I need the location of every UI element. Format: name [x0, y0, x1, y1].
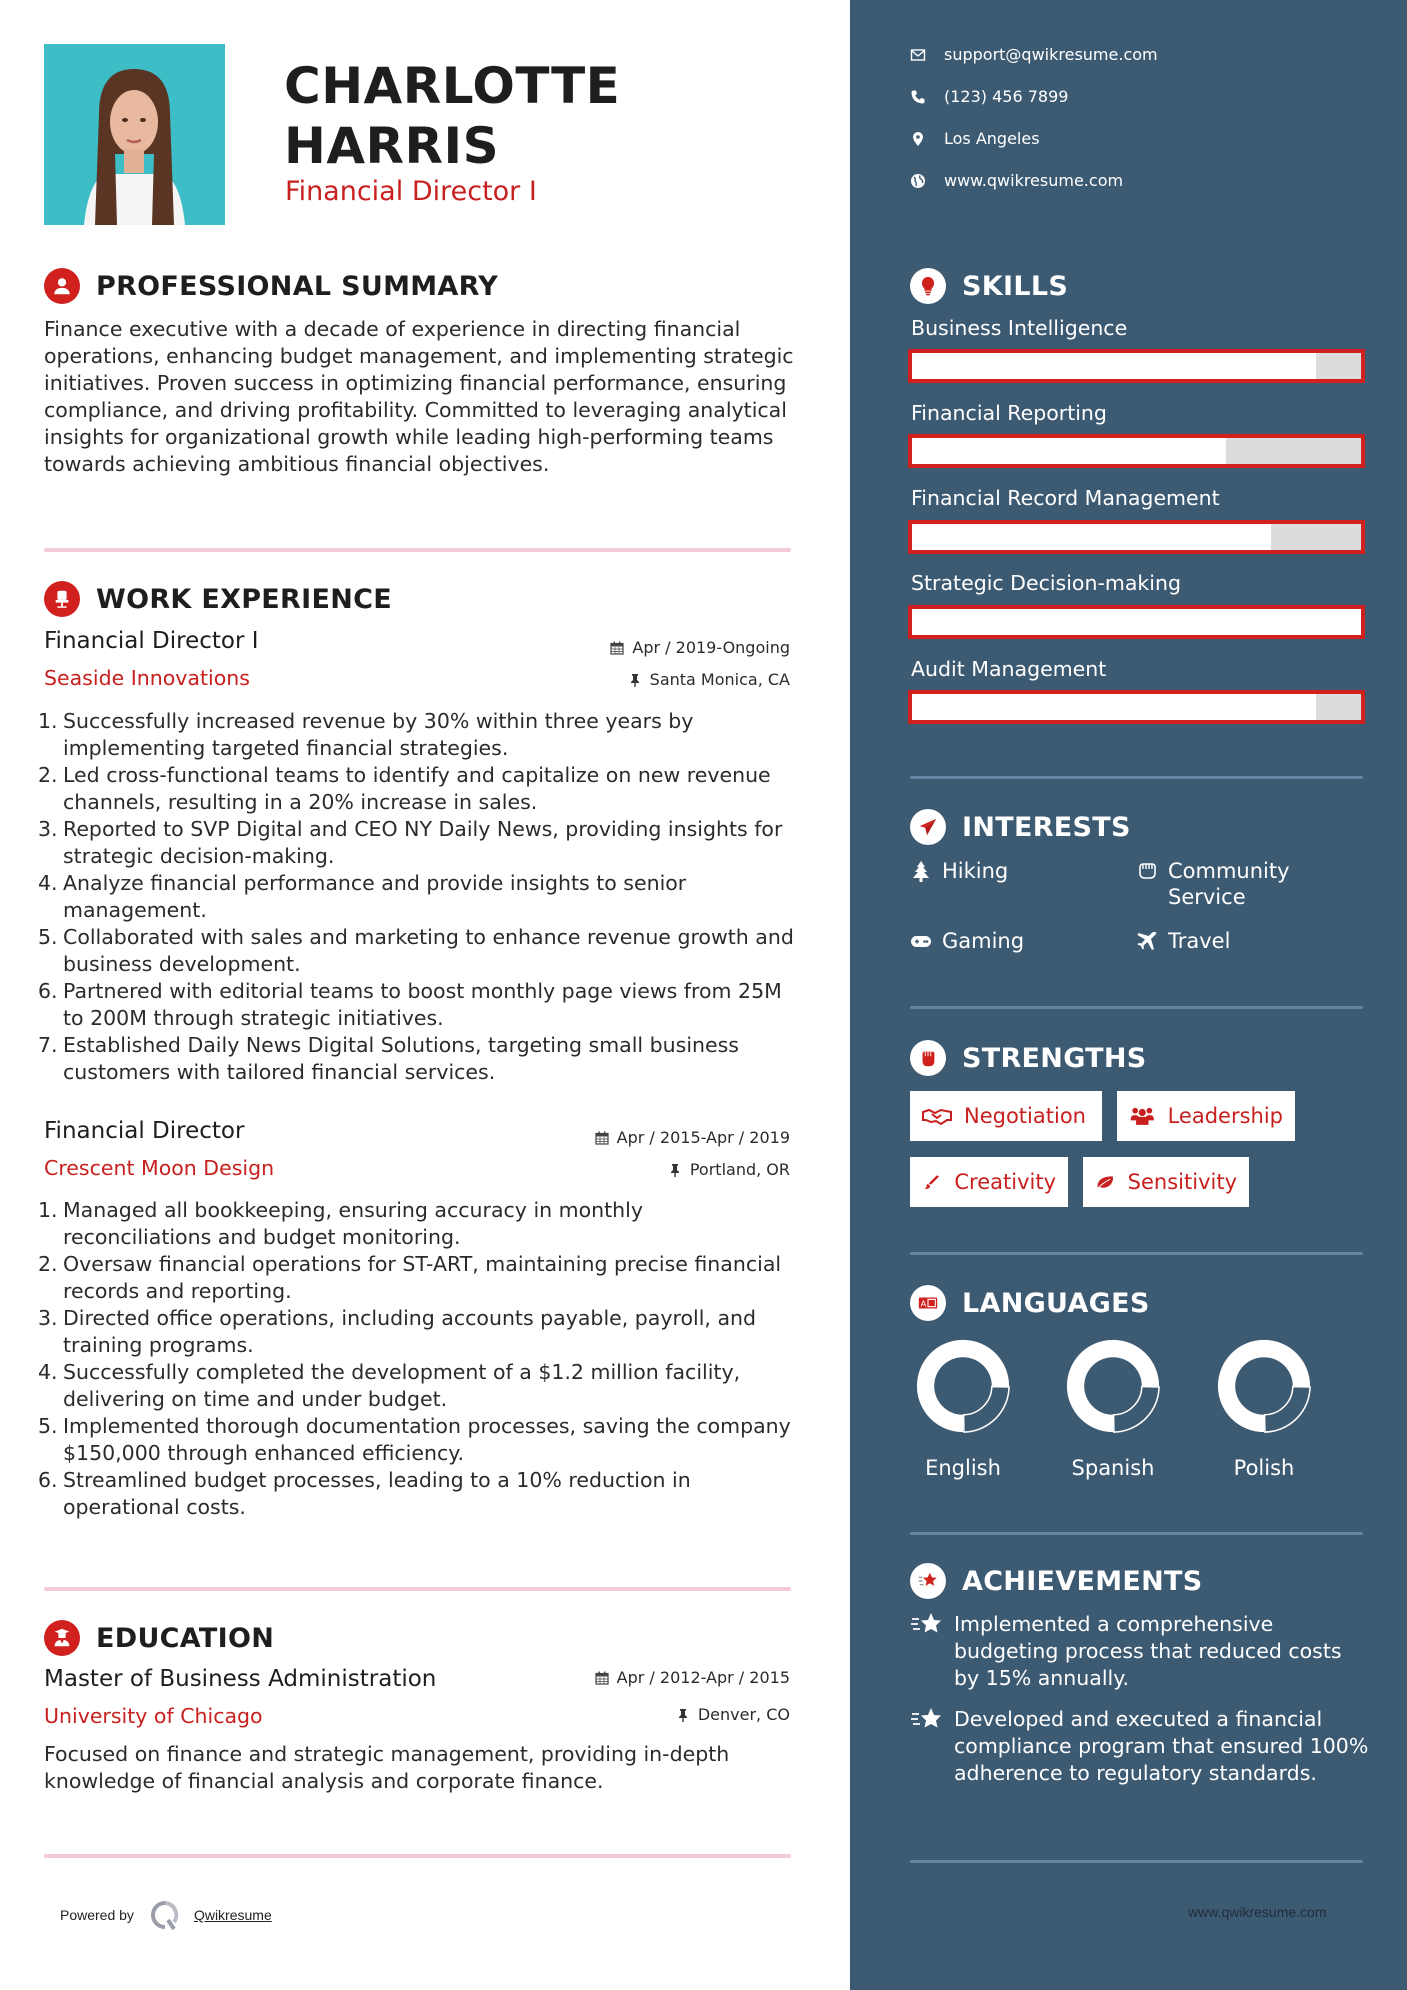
handshake-icon — [922, 1105, 952, 1127]
avatar-illustration — [44, 44, 225, 225]
skill-label: Strategic Decision-making — [911, 571, 1181, 595]
paper-plane-icon — [910, 809, 946, 845]
skill-label: Financial Reporting — [911, 401, 1107, 425]
skill-bar-fill — [912, 353, 1316, 379]
graduate-icon — [44, 1620, 80, 1656]
list-item: Successfully completed the development of a $1.2 million facility, delivering on time and under budget. — [63, 1360, 741, 1411]
section-divider — [44, 1854, 791, 1858]
skill-label: Financial Record Management — [911, 486, 1220, 510]
leaf-icon — [1095, 1171, 1116, 1193]
language-donut — [1216, 1338, 1312, 1434]
degree-title: Master of Business Administration — [44, 1666, 437, 1692]
education-heading — [44, 1620, 274, 1656]
list-item: Oversaw financial operations for ST-ART, maintaining precise financial records and reporting. — [63, 1252, 782, 1303]
skill-bar-fill — [912, 609, 1361, 635]
gamepad-icon — [910, 930, 932, 952]
achievement-item: Developed and executed a financial compliance program that ensured 100% adherence to regulatory standards. — [910, 1706, 1370, 1787]
skill-bar — [908, 690, 1365, 724]
powered-by: Powered by Qwikresume — [60, 1900, 272, 1930]
job-dates: Apr / 2015-Apr / 2019 — [595, 1128, 790, 1147]
interest-gaming: Gaming — [910, 928, 1024, 954]
job-location: Santa Monica, CA — [628, 670, 790, 689]
list-item: Analyze financial performance and provide insights to senior management. — [63, 871, 687, 922]
skills-heading — [910, 268, 1068, 304]
language-donut — [915, 1338, 1011, 1434]
fist-icon — [1136, 860, 1158, 882]
skill-bar-fill — [912, 694, 1316, 720]
strength-creativity: Creativity — [910, 1157, 1068, 1207]
skill-bar — [908, 349, 1365, 383]
thumbtack-icon — [628, 673, 642, 687]
section-title: LANGUAGES — [962, 1287, 1150, 1319]
skill-bar-fill — [912, 438, 1226, 464]
interests-heading — [910, 809, 1131, 845]
qwikresume-logo-icon — [150, 1900, 180, 1930]
list-item: Led cross-functional teams to identify and capitalize on new revenue channels, resulting in a 20% increase in sales. — [63, 763, 771, 814]
name-last: HARRIS — [284, 117, 500, 175]
language-donut — [1065, 1338, 1161, 1434]
tree-icon — [910, 860, 932, 882]
thumbtack-icon — [676, 1708, 690, 1722]
map-marker-icon — [910, 131, 926, 147]
job-location: Portland, OR — [668, 1160, 790, 1179]
phone-icon — [910, 89, 926, 105]
section-divider — [910, 1532, 1363, 1535]
job-bullets — [44, 1197, 794, 1521]
section-divider — [44, 548, 791, 552]
list-item: Managed all bookkeeping, ensuring accuracy in monthly reconciliations and budget monitoring. — [63, 1198, 644, 1249]
strength-negotiation: Negotiation — [910, 1091, 1102, 1141]
interest-hiking: Hiking — [910, 858, 1008, 884]
education-dates: Apr / 2012-Apr / 2015 — [595, 1668, 790, 1687]
envelope-icon — [910, 47, 926, 63]
strengths-heading — [910, 1040, 1147, 1076]
company-name: Crescent Moon Design — [44, 1156, 275, 1180]
globe-icon — [910, 173, 926, 189]
paintbrush-icon — [922, 1171, 942, 1193]
users-icon — [1129, 1105, 1156, 1127]
strength-sensitivity: Sensitivity — [1083, 1157, 1249, 1207]
company-name: Seaside Innovations — [44, 666, 250, 690]
list-item: Successfully increased revenue by 30% within three years by implementing targeted financial strategies. — [63, 709, 694, 760]
skill-label: Business Intelligence — [911, 316, 1128, 340]
strength-leadership: Leadership — [1117, 1091, 1295, 1141]
skill-bar — [908, 605, 1365, 639]
calendar-icon — [610, 641, 624, 655]
profile-photo — [44, 44, 225, 225]
shooting-star-icon — [910, 1706, 944, 1734]
contact-location: Los Angeles — [910, 129, 1040, 148]
language-polish: Polish — [1204, 1338, 1324, 1480]
section-title: EDUCATION — [96, 1622, 275, 1654]
footer-website-link[interactable]: www.qwikresume.com — [1188, 1904, 1327, 1920]
section-title: ACHIEVEMENTS — [962, 1565, 1203, 1597]
education-description: Focused on finance and strategic management, providing in-depth knowledge of financial analysis and corporate finance. — [44, 1742, 730, 1793]
section-divider — [910, 1252, 1363, 1255]
list-item: Directed office operations, including accounts payable, payroll, and training programs. — [63, 1306, 757, 1357]
language-english: English — [903, 1338, 1023, 1480]
section-title: PROFESSIONAL SUMMARY — [96, 270, 499, 302]
lightbulb-icon — [910, 268, 946, 304]
contact-phone[interactable]: (123) 456 7899 — [910, 87, 1068, 106]
office-chair-icon — [44, 581, 80, 617]
job-title: Financial Director — [44, 1118, 245, 1144]
job-bullets — [44, 708, 794, 1086]
thumbtack-icon — [668, 1163, 682, 1177]
name-first: CHARLOTTE — [284, 57, 621, 115]
candidate-name — [284, 56, 620, 176]
school-name: University of Chicago — [44, 1704, 263, 1728]
section-divider — [910, 776, 1363, 779]
svg-text:A: A — [920, 1298, 927, 1309]
raised-fist-icon — [910, 1040, 946, 1076]
language-spanish: Spanish — [1053, 1338, 1173, 1480]
list-item: Implemented thorough documentation processes, saving the company $150,000 through enhanced efficiency. — [63, 1414, 791, 1465]
skill-label: Audit Management — [911, 657, 1107, 681]
shooting-star-icon — [910, 1611, 944, 1639]
section-title: SKILLS — [962, 270, 1069, 302]
section-title: WORK EXPERIENCE — [96, 583, 392, 615]
calendar-icon — [595, 1131, 609, 1145]
interest-travel: Travel — [1136, 928, 1230, 954]
list-item: Established Daily News Digital Solutions, targeting small business customers with tailored financial services. — [63, 1033, 739, 1084]
candidate-title: Financial Director I — [285, 176, 537, 207]
languages-heading — [910, 1285, 1150, 1321]
qwikresume-link[interactable]: Qwikresume — [193, 1907, 272, 1923]
star-award-icon — [910, 1563, 946, 1599]
job-title: Financial Director I — [44, 628, 259, 654]
skill-bar-fill — [912, 524, 1271, 550]
section-divider — [44, 1587, 791, 1591]
language-icon — [910, 1285, 946, 1321]
calendar-icon — [595, 1671, 609, 1685]
user-icon — [44, 268, 80, 304]
achievements-heading — [910, 1563, 1203, 1599]
section-divider — [910, 1006, 1363, 1009]
contact-email[interactable]: support@qwikresume.com — [910, 45, 1158, 64]
section-title: INTERESTS — [962, 811, 1131, 843]
section-divider — [910, 1860, 1363, 1863]
interest-community-service: Community Service — [1136, 858, 1316, 910]
achievement-item: Implemented a comprehensive budgeting process that reduced costs by 15% annually. — [910, 1611, 1370, 1692]
summary-text: Finance executive with a decade of experience in directing financial operations, enhancing budget management, and implementing strategic initiatives. Proven success in optimizing financial performance, ensuring compliance, and driving profitability. Committed to leveraging analytical insights for organizational growth while leading high-performing teams towards achieving ambitious financial objectives. — [44, 317, 794, 476]
contact-website[interactable]: www.qwikresume.com — [910, 171, 1123, 190]
education-location: Denver, CO — [676, 1705, 790, 1724]
list-item: Reported to SVP Digital and CEO NY Daily News, providing insights for strategic decision-making. — [63, 817, 783, 868]
section-title: STRENGTHS — [962, 1042, 1147, 1074]
list-item: Streamlined budget processes, leading to a 10% reduction in operational costs. — [63, 1468, 691, 1519]
experience-heading — [44, 581, 392, 617]
summary-heading — [44, 268, 498, 304]
list-item: Collaborated with sales and marketing to enhance revenue growth and business development. — [63, 925, 794, 976]
list-item: Partnered with editorial teams to boost monthly page views from 25M to 200M through strategic initiatives. — [63, 979, 782, 1030]
plane-icon — [1136, 930, 1158, 952]
job-dates: Apr / 2019-Ongoing — [610, 638, 790, 657]
skill-bar — [908, 520, 1365, 554]
skill-bar — [908, 434, 1365, 468]
